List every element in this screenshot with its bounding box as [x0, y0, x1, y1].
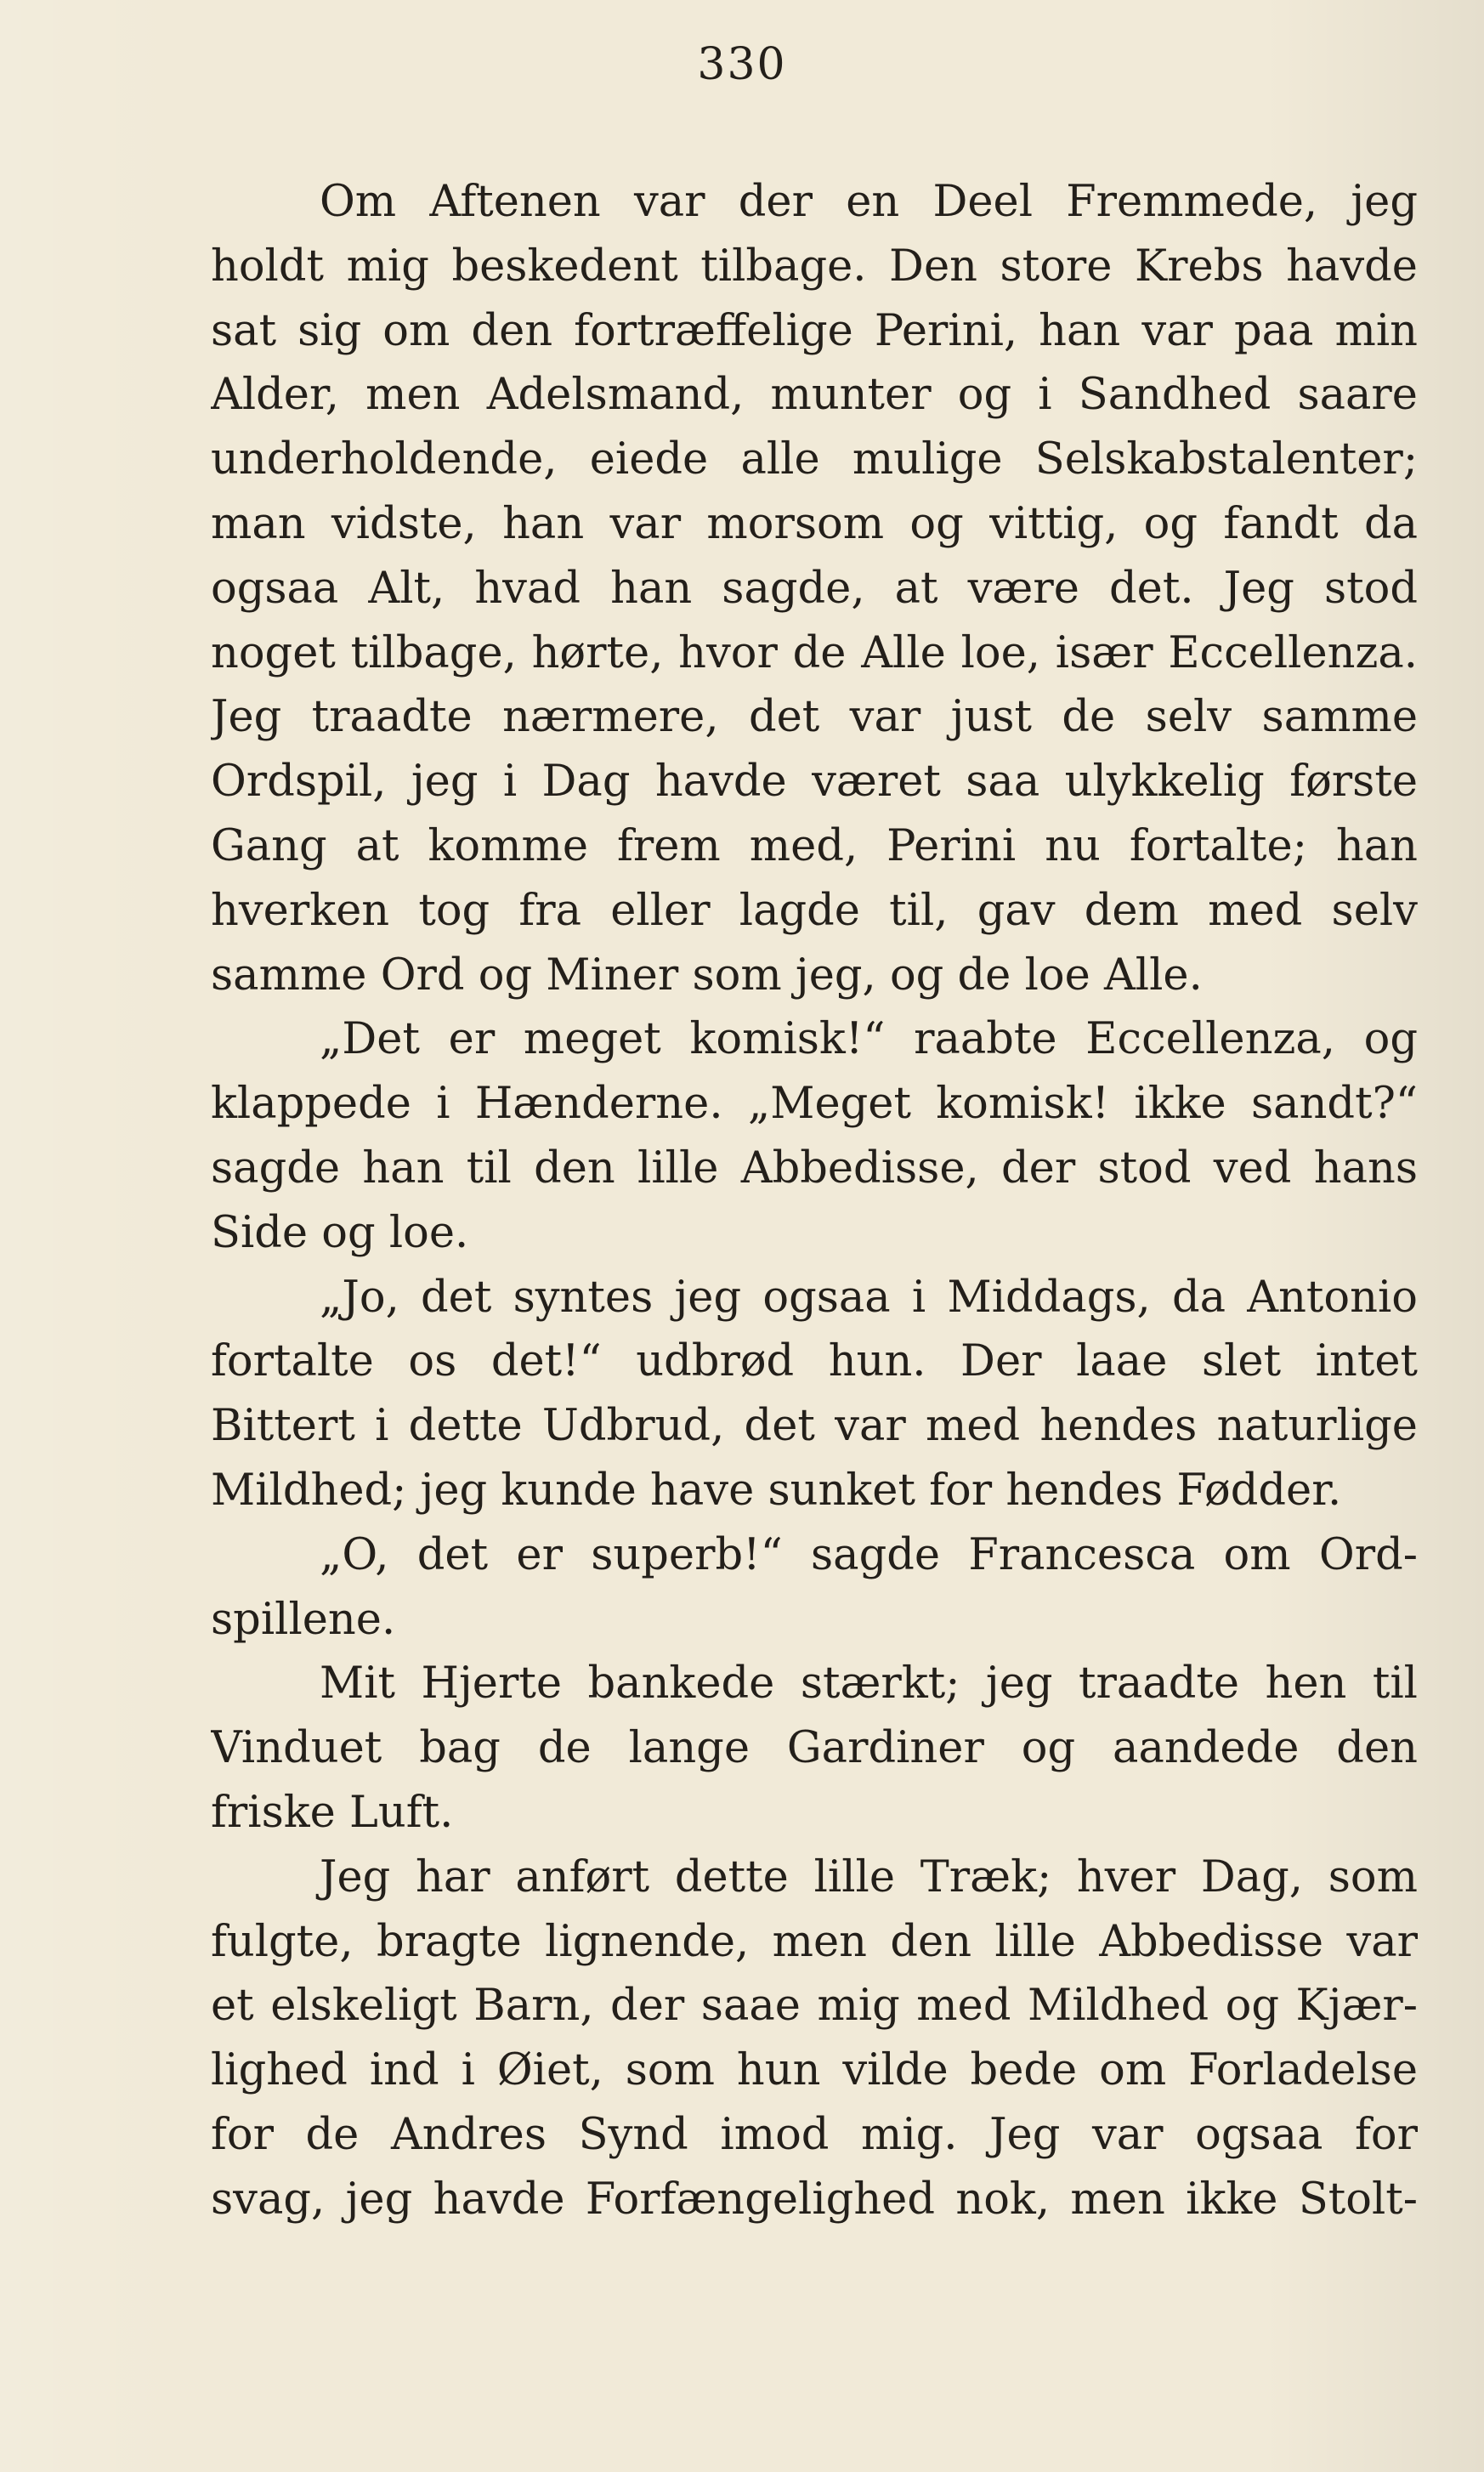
text-line: et elskeligt Barn, der saae mig med Mildhed og Kjær-: [211, 1981, 1418, 2032]
text-line: samme Ord og Miner som jeg, og de loe Alle.: [211, 950, 1203, 1001]
body-text: [211, 170, 1418, 2232]
text-line: sagde han til den lille Abbedisse, der stod ved hans: [211, 1142, 1418, 1193]
text-line: „O, det er superb!“ sagde Francesca om Ord-: [320, 1529, 1418, 1580]
text-line: Bittert i dette Udbrud, det var med hendes naturlige: [211, 1401, 1418, 1452]
paragraph: [211, 1845, 1418, 2232]
text-line: Ordspil, jeg i Dag havde været saa ulykkelig første: [211, 757, 1418, 808]
text-line: „Jo, det syntes jeg ogsaa i Middags, da Antonio: [320, 1272, 1418, 1323]
paragraph: [211, 170, 1418, 1007]
text-line: spillene.: [211, 1594, 396, 1645]
text-line: lighed ind i Øiet, som hun vilde bede om Forladelse: [211, 2045, 1418, 2096]
paragraph: [211, 1523, 1418, 1653]
text-line: „Det er meget komisk!“ raabte Eccellenza, og: [320, 1014, 1418, 1065]
paragraph: [211, 1652, 1418, 1845]
text-line: fortalte os det!“ udbrød hun. Der laae slet intet: [211, 1336, 1418, 1387]
text-line: for de Andres Synd imod mig. Jeg var ogsaa for: [211, 2109, 1418, 2160]
text-line: Jeg traadte nærmere, det var just de selv samme: [211, 692, 1418, 743]
text-line: Mit Hjerte bankede stærkt; jeg traadte hen til: [320, 1658, 1418, 1709]
text-line: man vidste, han var morsom og vittig, og fandt da: [211, 498, 1418, 549]
text-line: friske Luft.: [211, 1787, 454, 1838]
text-line: Gang at komme frem med, Perini nu fortalte; han: [211, 820, 1418, 871]
paragraph: [211, 1007, 1418, 1265]
text-line: svag, jeg havde Forfængelighed nok, men ikke Stolt-: [211, 2174, 1418, 2225]
text-line: underholdende, eiede alle mulige Selskabstalenter;: [211, 434, 1418, 485]
text-line: klappede i Hænderne. „Meget komisk! ikke sandt?“: [211, 1079, 1418, 1130]
text-line: noget tilbage, hørte, hvor de Alle loe, især Eccellenza.: [211, 627, 1418, 678]
text-line: Vinduet bag de lange Gardiner og aandede den: [211, 1723, 1418, 1774]
text-line: Jeg har anført dette lille Træk; hver Dag, som: [320, 1851, 1418, 1902]
text-line: sat sig om den fortræffelige Perini, han var paa min: [211, 305, 1418, 356]
text-line: Om Aftenen var der en Deel Fremmede, jeg: [320, 177, 1418, 227]
text-line: hverken tog fra eller lagde til, gav dem med selv: [211, 885, 1418, 936]
text-line: Alder, men Adelsmand, munter og i Sandhed saare: [211, 370, 1418, 421]
text-line: holdt mig beskedent tilbage. Den store Krebs havde: [211, 241, 1418, 292]
text-line: Side og loe.: [211, 1207, 469, 1258]
text-line: Mildhed; jeg kunde have sunket for hendes Fødder.: [211, 1465, 1342, 1516]
text-line: fulgte, bragte lignende, men den lille Abbedisse var: [211, 1916, 1418, 1967]
paragraph: [211, 1266, 1418, 1523]
page-number: 330: [697, 39, 787, 90]
text-line: ogsaa Alt, hvad han sagde, at være det. Jeg stod: [211, 563, 1418, 614]
